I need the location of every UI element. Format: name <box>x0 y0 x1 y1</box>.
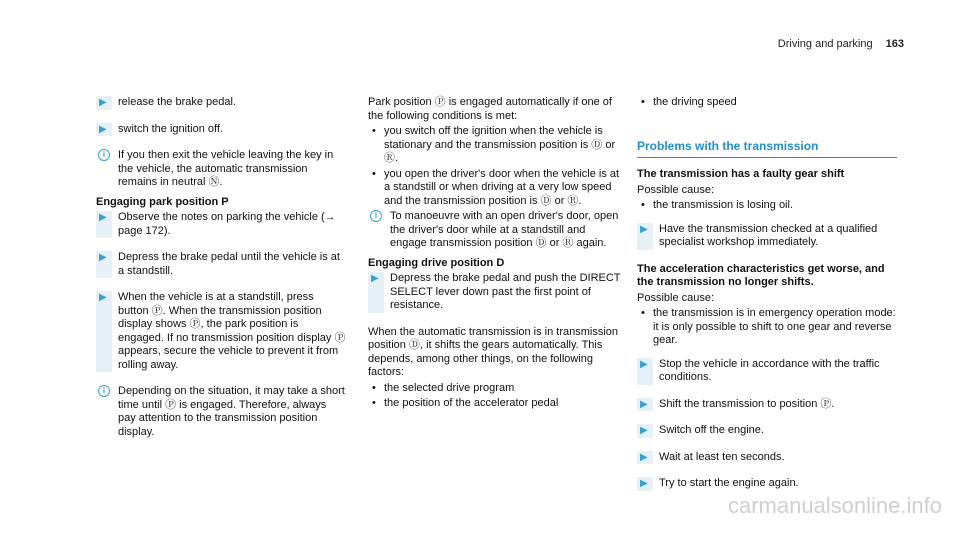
step <box>96 291 346 372</box>
step-text: Wait at least ten seconds. <box>659 450 785 463</box>
step-text: Switch off the engine. <box>659 424 764 436</box>
info-icon: i <box>98 149 110 161</box>
cause-label: Possible cause: <box>637 183 715 196</box>
list-item: • the transmission is in emergency operation mode: it is only possible to shift to one gear and reverse gear. <box>637 307 897 348</box>
step-arrow-icon: ▶ <box>640 478 648 489</box>
watermark: carmanualsonline.info <box>727 493 942 518</box>
note-text: To manoeuvre with an open driver's door, open the driver's door while at a standstill and engage transmission position Ⓓ or Ⓡ again. <box>390 210 619 249</box>
step-text: switch the ignition off. <box>118 122 223 135</box>
section-name: Driving and parking <box>777 38 873 50</box>
step-arrow-icon: ▶ <box>99 252 107 263</box>
note <box>96 149 346 190</box>
step <box>96 96 346 110</box>
step-arrow-icon: ▶ <box>640 425 648 436</box>
right-column <box>637 96 897 504</box>
step-arrow-icon: ▶ <box>99 123 107 135</box>
info-icon: i <box>98 385 110 397</box>
step-text: Stop the vehicle in accordance with the traffic conditions. <box>659 357 880 383</box>
page-header <box>778 38 904 50</box>
note-text: Depending on the situation, it may take a short time until Ⓟ is engaged. Therefore, always pay attention to the transmission position display. <box>118 385 345 438</box>
list-item: • you switch off the ignition when the vehicle is stationary and the transmission position is Ⓓ or Ⓡ. <box>368 125 623 166</box>
note-text: If you then exit the vehicle leaving the key in the vehicle, the automatic transmission remains in neutral Ⓝ. <box>118 149 334 188</box>
step <box>637 451 897 465</box>
step-arrow-icon: ▶ <box>640 451 648 463</box>
step-text: Have the transmission checked at a qualified specialist workshop immediately. <box>659 222 878 248</box>
list-item: • the position of the accelerator pedal <box>368 397 623 411</box>
step-text: Depress the brake pedal and push the DIRECT SELECT lever down past the first point of resistance. <box>390 272 621 311</box>
list-item: • the transmission is losing oil. <box>637 199 897 213</box>
step <box>96 123 346 137</box>
step-text: When the vehicle is at a standstill, press button Ⓟ. When the transmission position display shows Ⓟ, the park position is engaged. If no transmission position display Ⓟ appears, secure the vehicle to prevent it from rolling away. <box>118 291 346 371</box>
list-item: • the selected drive program <box>368 382 623 396</box>
step-arrow-icon: ▶ <box>640 358 648 370</box>
middle-column <box>368 96 623 413</box>
heading: Engaging park position P <box>96 195 229 208</box>
step-text: Shift the transmission to position Ⓟ. <box>659 397 835 410</box>
step-arrow-icon: ▶ <box>99 292 107 303</box>
body-text: When the automatic transmission is in transmission position Ⓓ, it shifts the gears automatically. This depends, among other things, on the following factors: <box>368 325 619 378</box>
step <box>637 477 897 491</box>
step <box>96 251 346 278</box>
step-text: Depress the brake pedal until the vehicle is at a standstill. <box>118 251 340 277</box>
step <box>637 398 897 412</box>
heading: Engaging drive position D <box>368 256 505 269</box>
heading: The transmission has a faulty gear shift <box>637 168 845 180</box>
step <box>637 358 897 385</box>
step <box>96 211 346 238</box>
step <box>637 223 897 250</box>
section-title: Problems with the transmission <box>637 140 897 159</box>
list-item: • you open the driver's door when the vehicle is at a standstill or when driving at a very low speed and the transmission position is Ⓓ or Ⓡ. <box>368 168 623 209</box>
page-number: 163 <box>885 38 904 50</box>
step-arrow-icon: ▶ <box>99 97 107 108</box>
step <box>368 272 623 313</box>
step <box>637 424 897 438</box>
step-arrow-icon: ▶ <box>640 223 648 235</box>
intro-text: Park position Ⓟ is engaged automatically if one of the following conditions is met: <box>368 96 612 122</box>
step-arrow-icon: ▶ <box>371 273 379 284</box>
step-arrow-icon: ▶ <box>99 212 107 223</box>
step-text: release the brake pedal. <box>118 96 237 108</box>
step-text: Observe the notes on parking the vehicle (→ page 172). <box>118 211 336 237</box>
note <box>368 210 623 251</box>
info-icon: i <box>370 210 382 222</box>
step-arrow-icon: ▶ <box>640 398 648 410</box>
step-text: Try to start the engine again. <box>659 477 799 489</box>
heading: The acceleration characteristics get worse, and the transmission no longer shifts. <box>637 262 885 288</box>
cause-label: Possible cause: <box>637 291 715 304</box>
left-column <box>96 96 346 445</box>
list-item: • the driving speed <box>637 96 897 110</box>
note <box>96 385 346 439</box>
